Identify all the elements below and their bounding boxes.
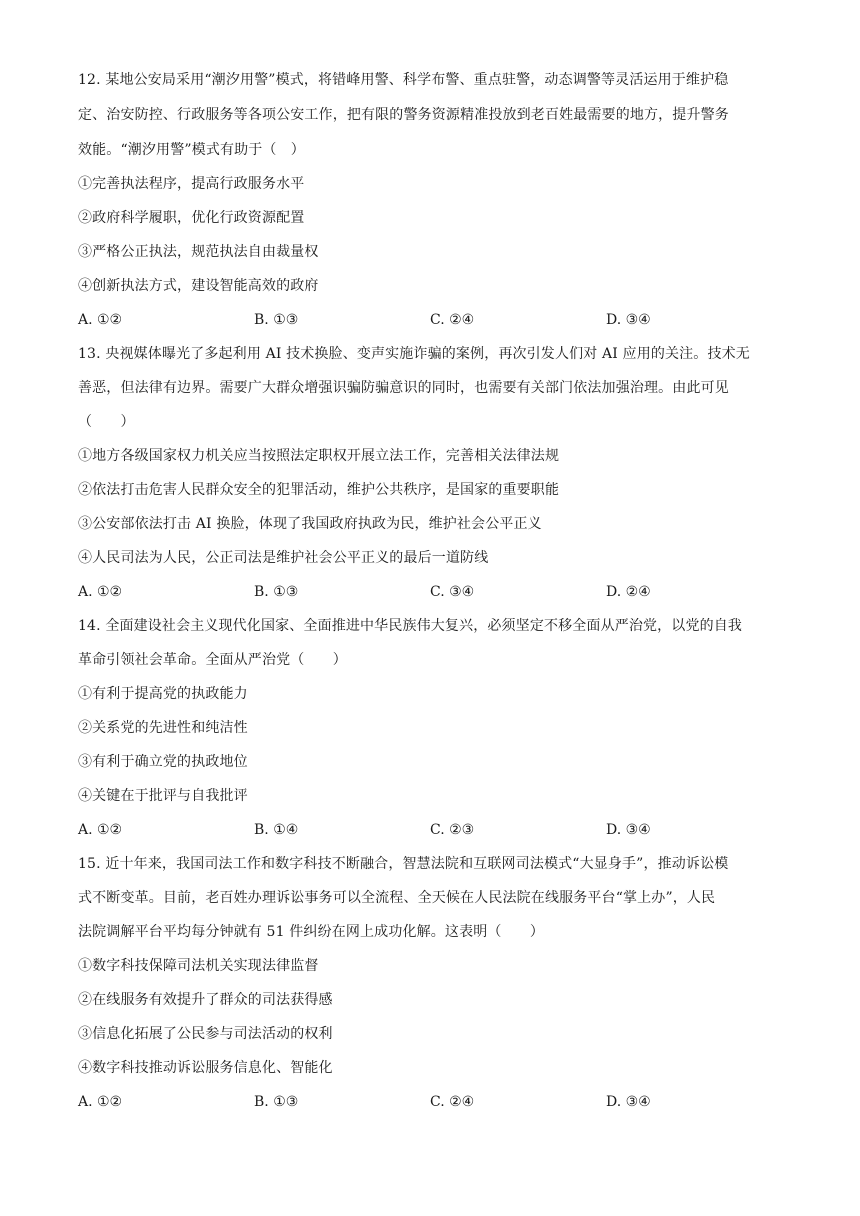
statement-2: ②关系党的先进性和纯洁性 (78, 720, 248, 736)
statement-4: ④数字科技推动诉讼服务信息化、智能化 (78, 1060, 333, 1076)
option-c[interactable]: C. ②④ (430, 1094, 475, 1110)
statement-2: ②政府科学履职，优化行政资源配置 (78, 210, 305, 226)
option-d[interactable]: D. ③④ (606, 822, 651, 838)
option-b[interactable]: B. ①③ (254, 312, 299, 328)
question-stem-line: （ ） (78, 414, 135, 430)
option-b[interactable]: B. ①④ (254, 822, 299, 838)
option-d[interactable]: D. ②④ (606, 584, 651, 600)
statement-3: ③有利于确立党的执政地位 (78, 754, 248, 770)
statement-3: ③公安部依法打击 AI 换脸，体现了我国政府执政为民，维护社会公平正义 (78, 516, 542, 532)
option-c[interactable]: C. ②④ (430, 312, 475, 328)
option-c[interactable]: C. ③④ (430, 584, 475, 600)
question-stem-line: 定、治安防控、行政服务等各项公安工作，把有限的警务资源精准投放到老百姓最需要的地方，提升警务 (78, 107, 729, 123)
statement-3: ③严格公正执法，规范执法自由裁量权 (78, 244, 319, 260)
option-d[interactable]: D. ③④ (606, 1094, 651, 1110)
statement-4: ④关键在于批评与自我批评 (78, 788, 248, 804)
statement-1: ①有利于提高党的执政能力 (78, 686, 248, 702)
option-a[interactable]: A. ①② (78, 312, 123, 328)
option-b[interactable]: B. ①③ (254, 584, 299, 600)
statement-2: ②依法打击危害人民群众安全的犯罪活动，维护公共秩序，是国家的重要职能 (78, 482, 560, 498)
statement-1: ①地方各级国家权力机关应当按照法定职权开展立法工作，完善相关法律法规 (78, 448, 560, 464)
question-stem-line: 效能。“潮汐用警”模式有助于（ ） (78, 142, 305, 158)
statement-4: ④创新执法方式，建设智能高效的政府 (78, 278, 319, 294)
statement-4: ④人民司法为人民，公正司法是维护社会公平正义的最后一道防线 (78, 550, 489, 566)
question-stem-line: 14. 全面建设社会主义现代化国家、全面推进中华民族伟大复兴，必须坚定不移全面从严治党，以党的自我 (78, 618, 743, 634)
question-stem-line: 革命引领社会革命。全面从严治党（ ） (78, 652, 347, 668)
option-a[interactable]: A. ①② (78, 1094, 123, 1110)
statement-3: ③信息化拓展了公民参与司法活动的权利 (78, 1026, 333, 1042)
question-stem-line: 法院调解平台平均每分钟就有 51 件纠纷在网上成功化解。这表明（ ） (78, 924, 544, 940)
question-stem-line: 善恶，但法律有边界。需要广大群众增强识骗防骗意识的同时，也需要有关部门依法加强治理。由此可见 (78, 380, 729, 396)
option-b[interactable]: B. ①③ (254, 1094, 299, 1110)
statement-2: ②在线服务有效提升了群众的司法获得感 (78, 992, 333, 1008)
option-a[interactable]: A. ①② (78, 822, 123, 838)
statement-1: ①数字科技保障司法机关实现法律监督 (78, 958, 319, 974)
option-c[interactable]: C. ②③ (430, 822, 475, 838)
question-stem-line: 式不断变革。目前，老百姓办理诉讼事务可以全流程、全天候在人民法院在线服务平台“掌上办”，人民 (78, 890, 716, 906)
option-a[interactable]: A. ①② (78, 584, 123, 600)
question-stem-line: 13. 央视媒体曝光了多起利用 AI 技术换脸、变声实施诈骗的案例，再次引发人们对 AI 应用的关注。技术无 (78, 346, 750, 362)
question-stem-line: 12. 某地公安局采用“潮汐用警”模式，将错峰用警、科学布警、重点驻警，动态调警等灵活运用于维护稳 (78, 72, 729, 88)
option-d[interactable]: D. ③④ (606, 312, 651, 328)
question-stem-line: 15. 近十年来，我国司法工作和数字科技不断融合，智慧法院和互联网司法模式“大显身手”，推动诉讼模 (78, 856, 729, 872)
statement-1: ①完善执法程序，提高行政服务水平 (78, 176, 305, 192)
